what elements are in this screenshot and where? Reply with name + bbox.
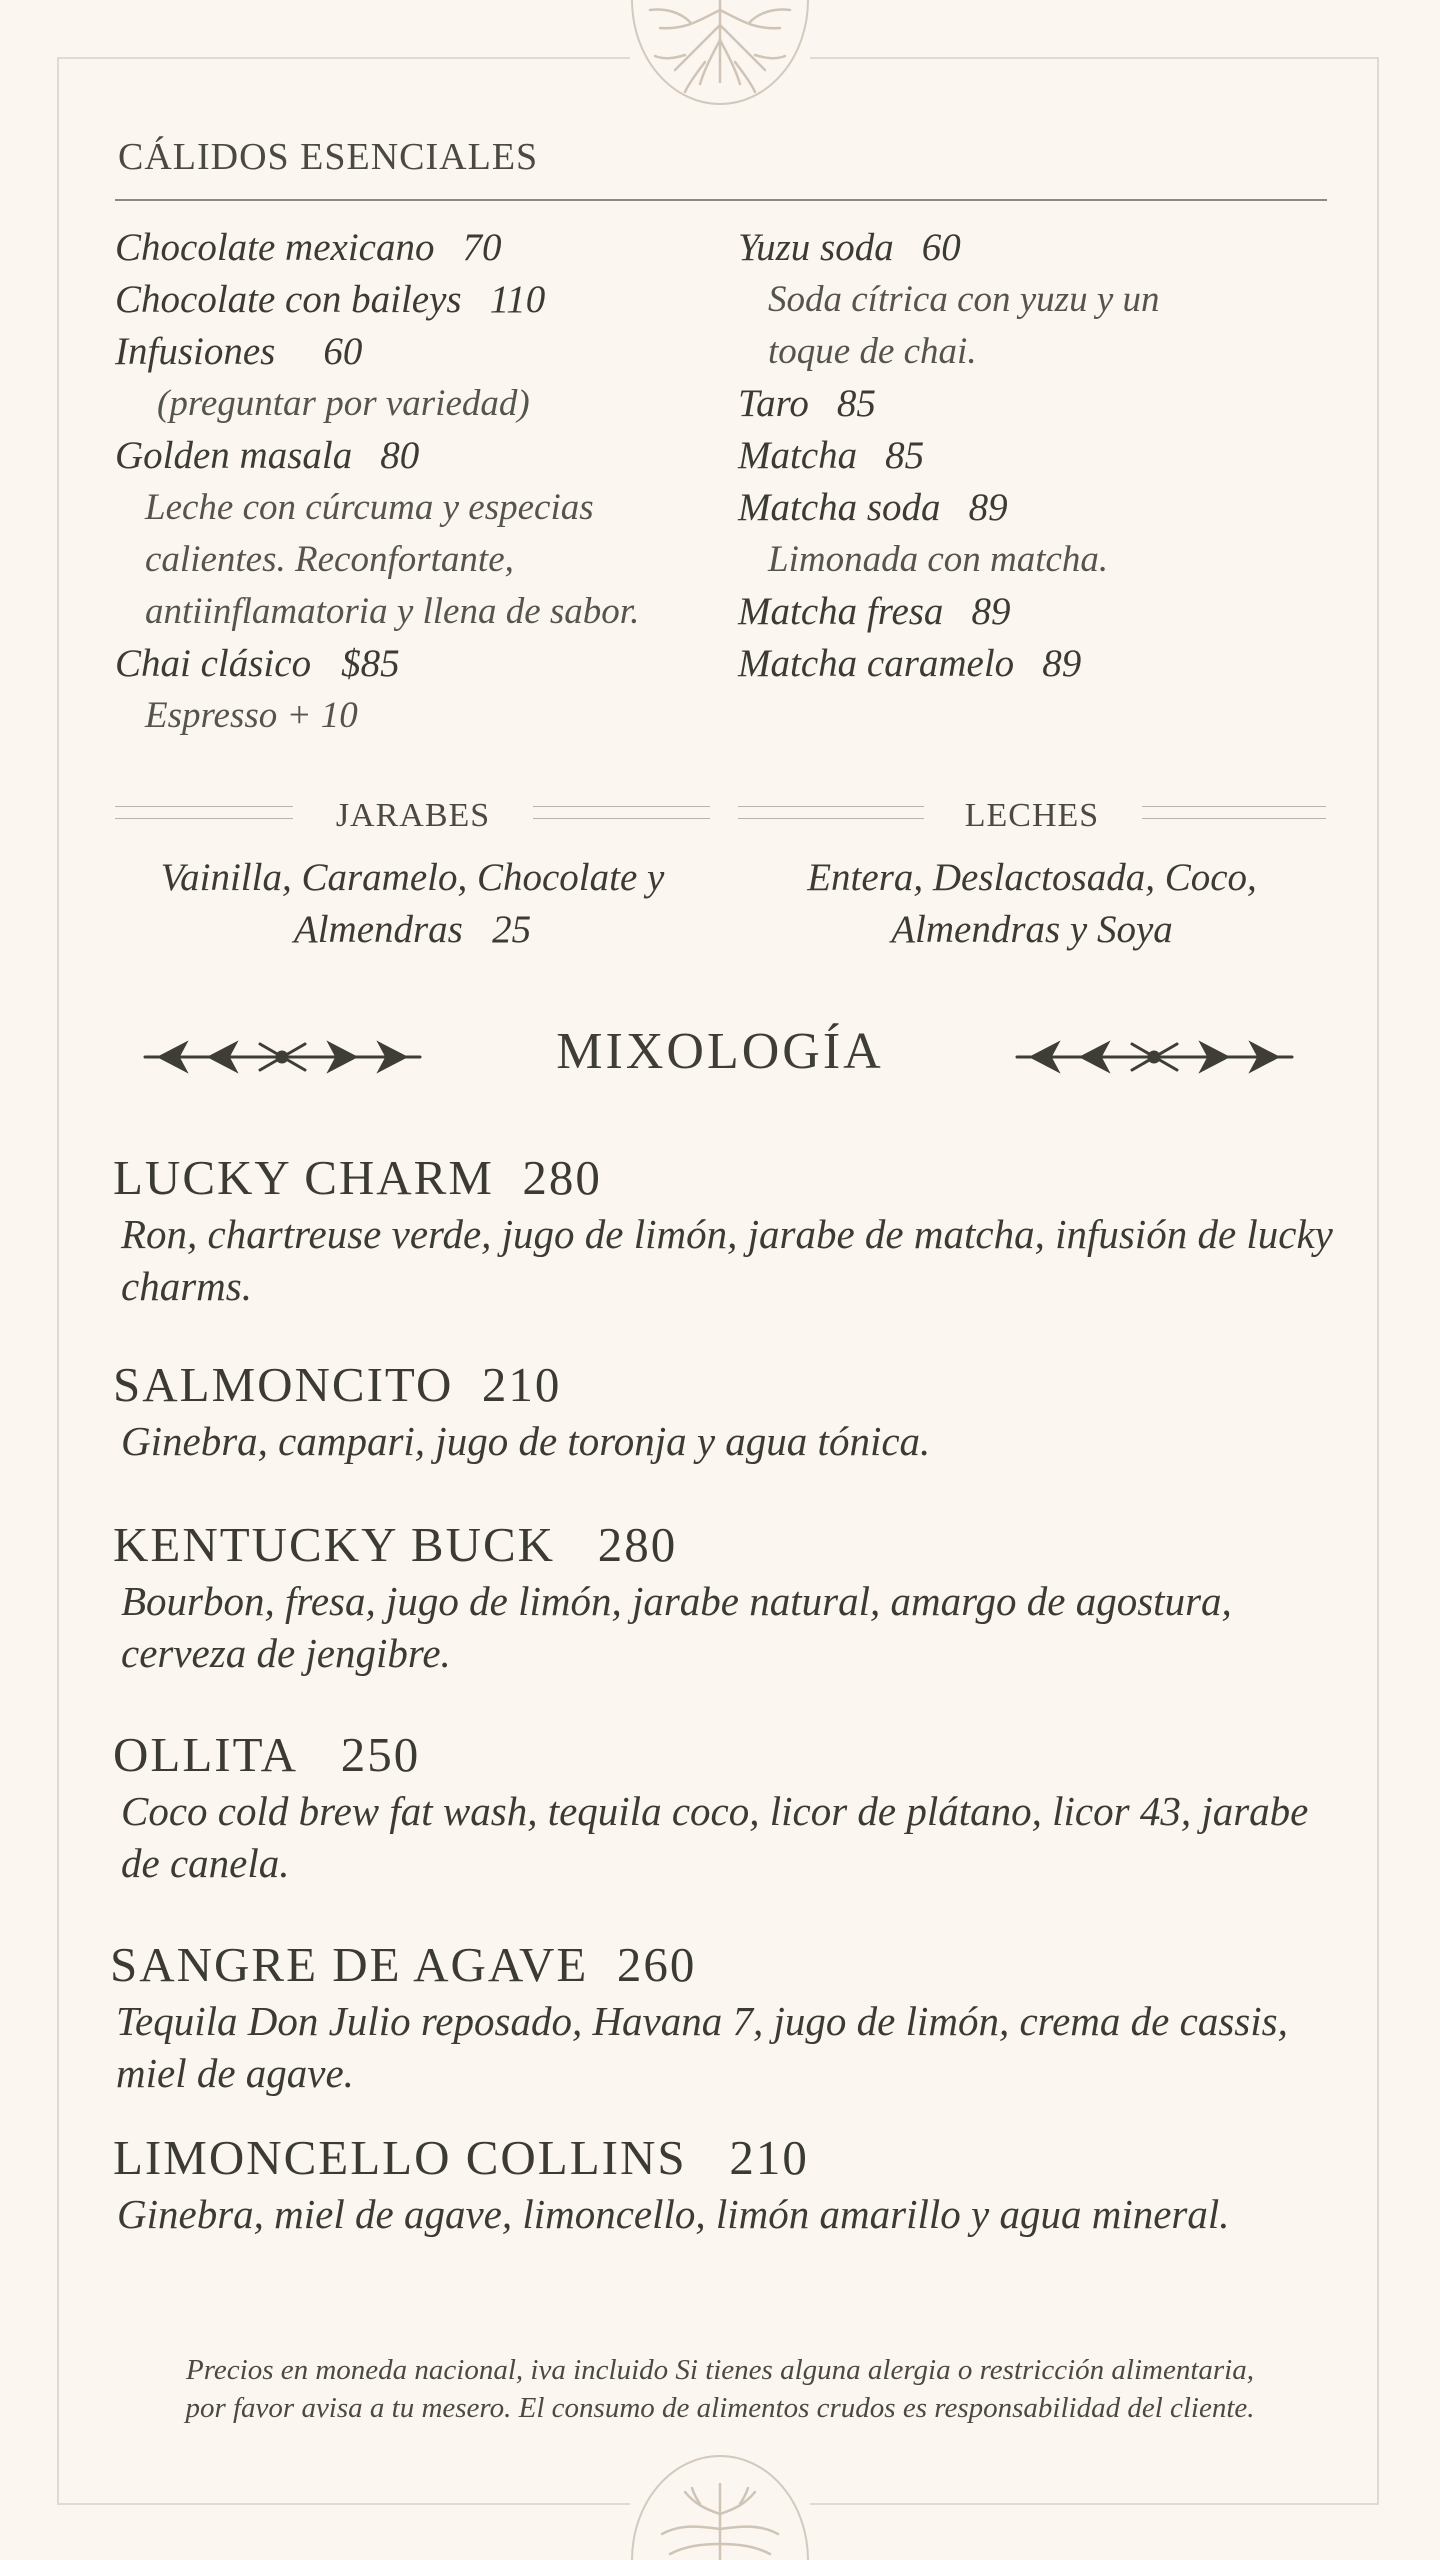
- item-price: 70: [462, 226, 502, 269]
- item-price: 85: [836, 382, 876, 425]
- item-name: Taro: [738, 382, 809, 425]
- calidos-right-column: [738, 222, 1338, 690]
- leches-line: Entera, Deslactosada, Coco,: [807, 856, 1257, 899]
- menu-item: [738, 482, 1338, 534]
- cocktail-title: LUCKY CHARM: [113, 1150, 494, 1205]
- item-name: Chocolate mexicano: [115, 226, 435, 269]
- cocktail-title: OLLITA: [113, 1727, 298, 1782]
- cocktail-name: [113, 1725, 1343, 1785]
- cocktail-price: 280: [597, 1517, 678, 1572]
- item-name: Matcha soda: [738, 486, 941, 529]
- item-name: Chai clásico: [115, 642, 312, 685]
- item-description: calientes. Reconfortante,: [145, 539, 514, 580]
- item-description: Limonada con matcha.: [768, 539, 1109, 580]
- leches-list: [738, 852, 1326, 956]
- section-title-calidos: CÁLIDOS ESENCIALES: [118, 136, 539, 178]
- cocktail-item: [113, 1355, 1343, 1467]
- item-name: Infusiones: [115, 330, 276, 373]
- header-rule: [115, 806, 293, 822]
- jarabes-header: [115, 797, 710, 837]
- menu-item: [738, 586, 1338, 638]
- jarabes-title: JARABES: [335, 797, 491, 834]
- cocktail-title: SANGRE DE AGAVE: [110, 1937, 589, 1992]
- mixologia-title: MIXOLOGÍA: [556, 1023, 884, 1080]
- item-price: 89: [971, 590, 1011, 633]
- cocktail-title: SALMONCITO: [113, 1357, 454, 1412]
- cocktail-description: Ginebra, miel de agave, limoncello, limón amarillo y agua mineral.: [117, 2191, 1230, 2237]
- cocktail-item: [113, 1515, 1343, 1679]
- item-name: Golden masala: [115, 434, 353, 477]
- cocktail-item: [110, 1935, 1340, 2099]
- item-price: 89: [968, 486, 1008, 529]
- item-name: Chocolate con baileys: [115, 278, 462, 321]
- item-description: toque de chai.: [768, 331, 977, 372]
- cocktail-description: Ginebra, campari, jugo de toronja y agua tónica.: [121, 1418, 931, 1464]
- cocktail-name: [110, 1935, 1340, 1995]
- header-rule: [1142, 806, 1326, 822]
- item-note: Espresso + 10: [145, 695, 358, 736]
- item-price: 89: [1042, 642, 1082, 685]
- cocktail-description: Coco cold brew fat wash, tequila coco, licor de plátano, licor 43, jarabe de canela.: [121, 1788, 1309, 1886]
- jarabes-list: [115, 852, 710, 956]
- header-rule: [738, 806, 924, 822]
- item-price: 85: [885, 434, 925, 477]
- jarabes-line: Almendras 25: [293, 908, 532, 951]
- menu-item: [738, 222, 1338, 274]
- item-note: (preguntar por variedad): [157, 383, 530, 424]
- menu-item: [115, 326, 715, 378]
- menu-item: [115, 222, 715, 274]
- cocktail-item: [113, 1148, 1343, 1312]
- menu-item: [115, 638, 715, 690]
- cocktail-title: KENTUCKY BUCK: [113, 1517, 556, 1572]
- leches-line: Almendras y Soya: [891, 908, 1173, 951]
- item-price: 80: [380, 434, 420, 477]
- leaf-branch-ornament-icon: [140, 1032, 425, 1082]
- menu-item: [738, 378, 1338, 430]
- section-divider: [115, 199, 1327, 201]
- item-name: Yuzu soda: [738, 226, 894, 269]
- tree-roots-emblem-icon: [630, 2454, 810, 2560]
- header-rule: [533, 806, 710, 822]
- cocktail-name: [113, 1148, 1343, 1208]
- cocktail-item: [113, 1725, 1343, 1889]
- item-name: Matcha: [738, 434, 858, 477]
- item-name: Matcha caramelo: [738, 642, 1015, 685]
- cocktail-description: Ron, chartreuse verde, jugo de limón, jarabe de matcha, infusión de lucky charms.: [121, 1211, 1333, 1309]
- item-description: Leche con cúrcuma y especias: [145, 487, 594, 528]
- footer-line: Precios en moneda nacional, iva incluido Si tienes alguna alergia o restricción alimentaria,: [185, 2354, 1254, 2386]
- menu-item: [115, 274, 715, 326]
- item-price: $85: [341, 642, 400, 685]
- cocktail-item: [113, 2128, 1343, 2240]
- item-price: 110: [489, 278, 546, 321]
- cocktail-description: Bourbon, fresa, jugo de limón, jarabe natural, amargo de agostura, cerveza de jengibre.: [121, 1578, 1232, 1676]
- footer-line: por favor avisa a tu mesero. El consumo de alimentos crudos es responsabilidad del cliente.: [185, 2392, 1255, 2424]
- item-price: 60: [921, 226, 961, 269]
- item-name: Matcha fresa: [738, 590, 944, 633]
- cocktail-title: LIMONCELLO COLLINS: [113, 2130, 687, 2185]
- item-price: 60: [323, 330, 363, 373]
- tree-roots-emblem-icon: [630, 0, 810, 106]
- menu-item: [738, 638, 1338, 690]
- item-description: antiinflamatoria y llena de sabor.: [145, 591, 640, 632]
- cocktail-name: [113, 1515, 1343, 1575]
- cocktail-price: 260: [616, 1937, 697, 1992]
- cocktail-price: 280: [522, 1150, 602, 1205]
- footer-disclaimer: [100, 2351, 1340, 2427]
- cocktail-price: 250: [340, 1727, 421, 1782]
- menu-item: [115, 430, 715, 482]
- jarabes-line: Vainilla, Caramelo, Chocolate y: [160, 856, 665, 899]
- leches-title: LECHES: [964, 797, 1100, 834]
- cocktail-price: 210: [729, 2130, 809, 2185]
- cocktail-description: Tequila Don Julio reposado, Havana 7, jugo de limón, crema de cassis, miel de agave.: [116, 1998, 1288, 2096]
- leches-header: [738, 797, 1326, 837]
- menu-item: [738, 430, 1338, 482]
- leaf-branch-ornament-icon: [1012, 1032, 1297, 1082]
- calidos-left-column: [115, 222, 715, 742]
- cocktail-price: 210: [481, 1357, 562, 1412]
- item-description: Soda cítrica con yuzu y un: [768, 279, 1160, 320]
- cocktail-name: [113, 1355, 1343, 1415]
- cocktail-name: [113, 2128, 1343, 2188]
